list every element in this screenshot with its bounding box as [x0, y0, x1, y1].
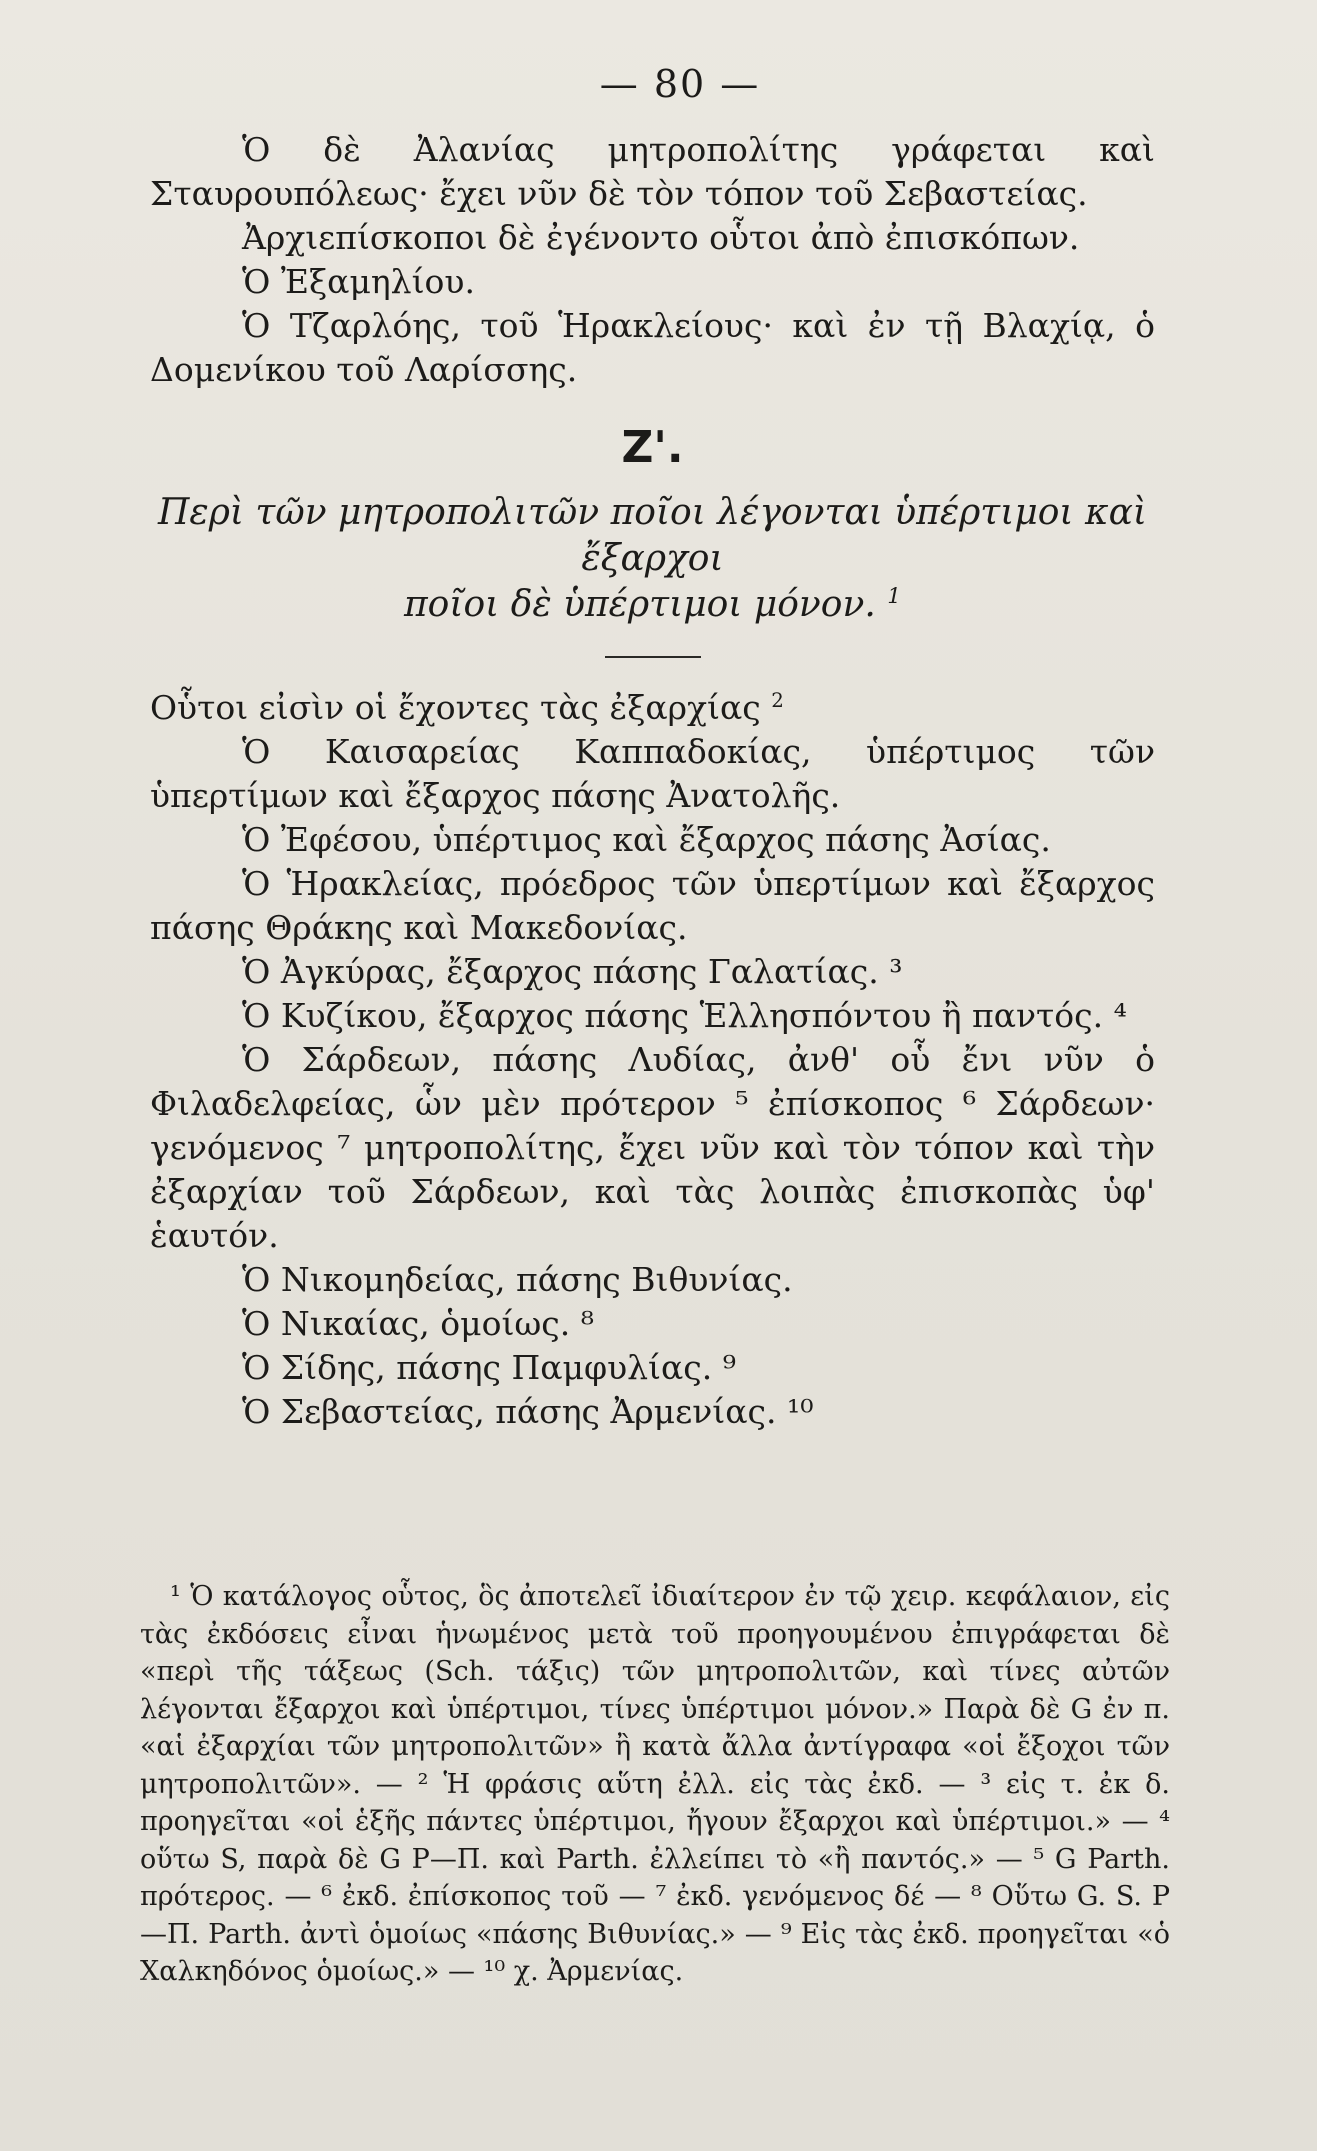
paragraph: Ἀρχιεπίσκοποι δὲ ἐγένοντο οὗτοι ἀπὸ ἐπισκόπων. [242, 218, 1080, 257]
list-item: Ὁ Σάρδεων, πάσης Λυδίας, ἀνθ' οὗ ἔνι νῦν ὁ Φιλαδελφείας, ὧν μὲν πρότερον ⁵ ἐπίσκοπος ⁶ Σάρδεων· γενόμενος ⁷ μητροπολίτης, ἔχει νῦν καὶ τὸν τόπον καὶ τὴν ἐξαρχίαν τοῦ Σάρδεων, καὶ τὰς λοιπὰς ἐπισκοπὰς ὑφ' ἑαυτόν. [150, 1040, 1155, 1255]
section-heading-line-1: Περὶ τῶν μητροπολιτῶν ποῖοι λέγονται ὑπέρτιμοι καὶ ἔξαρχοι [157, 492, 1147, 579]
footnote-ref: 2 [771, 689, 784, 712]
section-heading-line-2: ποῖοι δὲ ὑπέρτιμοι μόνον. $^1$ [404, 584, 901, 625]
section-letter: Ζ'. [621, 422, 684, 473]
list-item: Ὁ Ἐφέσου, ὑπέρτιμος καὶ ἔξαρχος πάσης Ἀσίας. [242, 820, 1051, 859]
list-item: Ὁ Καισαρείας Καππαδοκίας, ὑπέρτιμος τῶν ὑπερτίμων καὶ ἔξαρχος πάσης Ἀνατολῆς. [150, 732, 1155, 815]
list-item: Ὁ Νικαίας, ὁμοίως. ⁸ [242, 1304, 594, 1343]
list-item: Ὁ Ἀγκύρας, ἔξαρχος πάσης Γαλατίας. ³ [242, 952, 903, 991]
divider [605, 656, 701, 658]
footnotes [140, 1578, 1170, 1991]
paragraph: Ὁ Τζαρλόης, τοῦ Ἡρακλείους· καὶ ἐν τῇ Βλαχίᾳ, ὁ Δομενίκου τοῦ Λαρίσσης. [150, 306, 1155, 389]
footnote-ref: 1 [887, 584, 901, 609]
list-item: Ὁ Κυζίκου, ἔξαρχος πάσης Ἑλλησπόντου ἢ παντός. ⁴ [242, 996, 1127, 1035]
footnote-text: ¹ Ὁ κατάλογος οὗτος, ὃς ἀποτελεῖ ἰδιαίτερον ἐν τῷ χειρ. κεφάλαιον, εἰς τὰς ἐκδόσεις εἶναι ἡνωμένος μετὰ τοῦ προηγουμένου ἐπιγράφεται δὲ «περὶ τῆς τάξεως (Sch. τάξις) τῶν μητροπολιτῶν, καὶ τίνες αὐτῶν λέγονται ἔξαρχοι καὶ ὑπέρτιμοι, τίνες ὑπέρτιμοι μόνον.» Παρὰ δὲ G ἐν π. «αἱ ἐξαρχίαι τῶν μητροπολιτῶν» ἢ κατὰ ἄλλα ἀντίγραφα «οἱ ἔξοχοι τῶν μητροπολιτῶν». — ² Ἡ φράσις αὕτη ἐλλ. εἰς τὰς ἐκδ. — ³ εἰς τ. ἐκ δ. προηγεῖται «οἱ ἑξῆς πάντες ὑπέρτιμοι, ἤγουν ἔξαρχοι καὶ ὑπέρτιμοι.» — ⁴ οὕτω S, παρὰ δὲ G P—Π. καὶ Parth. ἐλλείπει τὸ «ἢ παντός.» — ⁵ G Parth. πρότερος. — ⁶ ἐκδ. ἐπίσκοπος τοῦ — ⁷ ἐκδ. γενόμενος δέ — ⁸ Οὕτω G. S. P—Π. Parth. ἀντὶ ὁμοίως «πάσης Βιθυνίας.» — ⁹ Εἰς τὰς ἐκδ. προηγεῖται «ὁ Χαλκηδόνος ὁμοίως.» — ¹⁰ χ. Ἀρμενίας. [140, 1581, 1170, 1987]
intro-line: Οὗτοι εἰσὶν οἱ ἔχοντες τὰς ἐξαρχίας $^2$ [150, 688, 784, 727]
paragraph: Ὁ δὲ Ἀλανίας μητροπολίτης γράφεται καὶ Σταυρουπόλεως· ἔχει νῦν δὲ τὸν τόπον τοῦ Σεβαστείας. [150, 130, 1155, 213]
page-number: — 80 — [599, 62, 761, 106]
paragraph: Ὁ Ἐξαμηλίου. [242, 262, 475, 301]
list-item: Ὁ Νικομηδείας, πάσης Βιθυνίας. [242, 1260, 793, 1299]
list-item: Ὁ Ἡρακλείας, πρόεδρος τῶν ὑπερτίμων καὶ ἔξαρχος πάσης Θράκης καὶ Μακεδονίας. [150, 864, 1155, 947]
list-item: Ὁ Σεβαστείας, πάσης Ἀρμενίας. ¹⁰ [242, 1392, 814, 1431]
section-heading [150, 490, 1155, 628]
main-text [150, 128, 1155, 1434]
list-item: Ὁ Σίδης, πάσης Παμφυλίας. ⁹ [242, 1348, 736, 1387]
